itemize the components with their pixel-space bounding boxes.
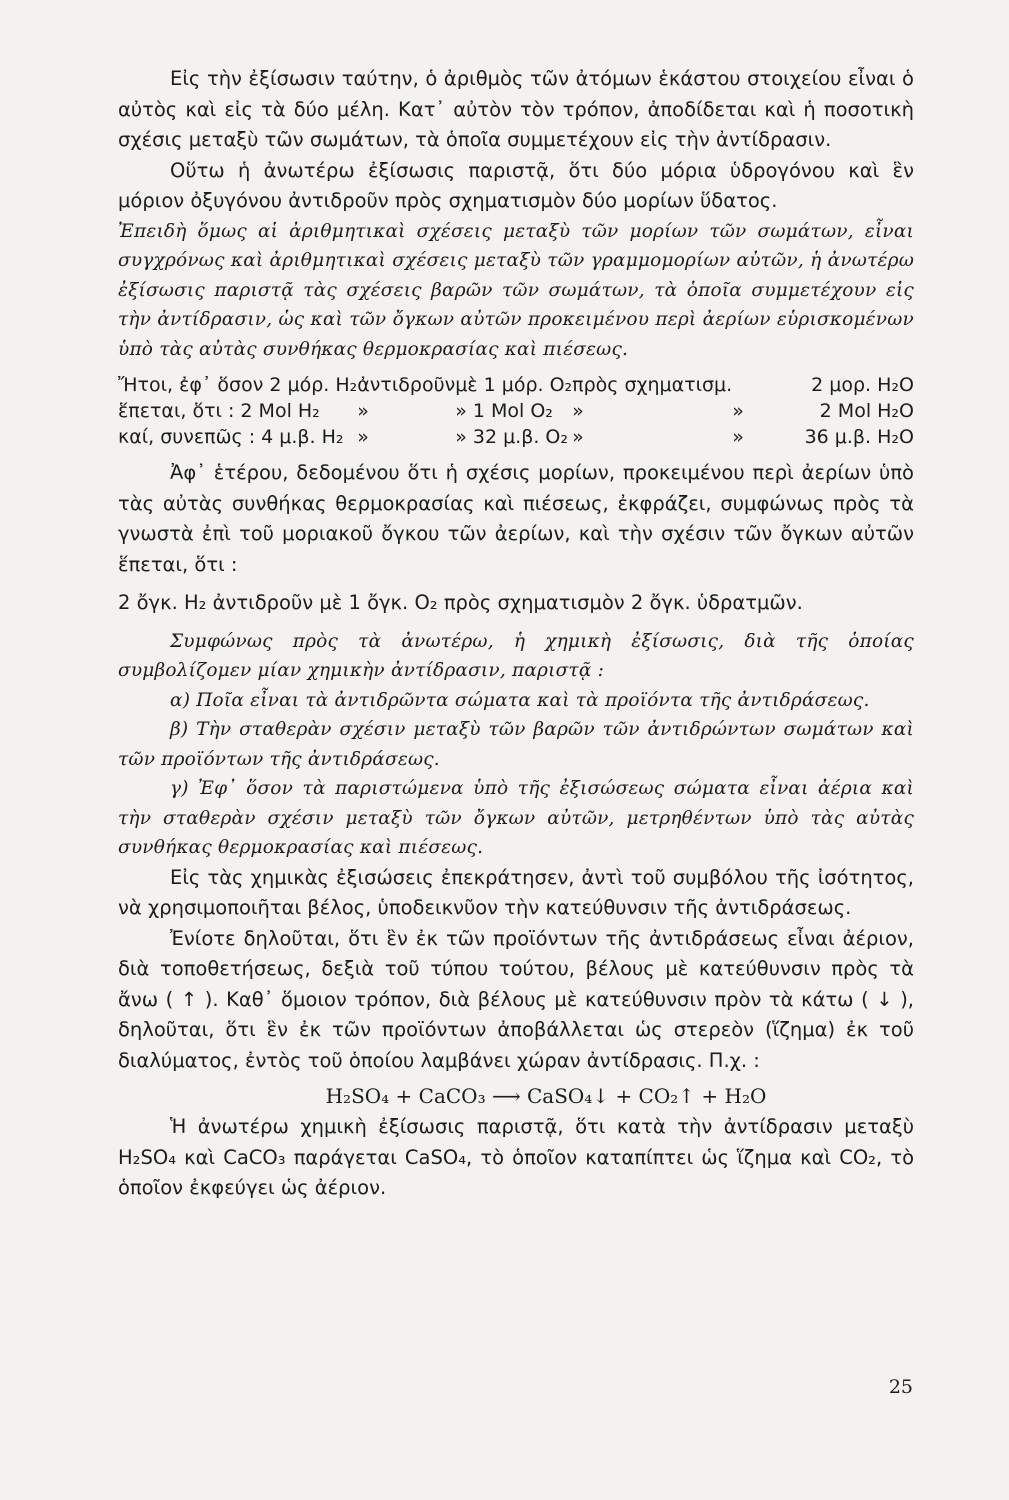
stoichiometry-table bbox=[118, 372, 914, 450]
table-cell: πρὸς σχηματισμ. bbox=[572, 374, 733, 396]
table-cell: » bbox=[732, 426, 744, 448]
table-cell: καί, συνεπῶς : 4 μ.β. H₂ bbox=[118, 426, 344, 448]
table-cell: μὲ 1 μόρ. O₂ bbox=[455, 374, 573, 396]
summary-list bbox=[118, 686, 914, 863]
paragraph-equation-explanation: Ἡ ἀνωτέρω χημικὴ ἐξίσωσις παριστᾷ, ὅτι κατὰ τὴν ἀντίδρασιν μεταξὺ H₂SO₄ καὶ CaCO₃ παράγεται CaSO₄, τὸ ὁποῖον καταπίπτει ὡς ἵζημα καὶ CO₂, τὸ ὁποῖον ἐκφεύγει ὡς ἀέριον. bbox=[118, 1115, 914, 1199]
volume-equation-line: 2 ὄγκ. H₂ ἀντιδροῦν μὲ 1 ὄγκ. O₂ πρὸς σχηματισμὸν 2 ὄγκ. ὑδρατμῶν. bbox=[118, 591, 803, 614]
table-cell: » bbox=[732, 400, 744, 422]
summary-intro: Συμφώνως πρὸς τὰ ἀνωτέρω, ἡ χημικὴ ἐξίσωσις, διὰ τῆς ὁποίας συμβολίζομεν μίαν χημικὴν ἀντίδρασιν, παριστᾷ : bbox=[118, 630, 914, 681]
table-cell: Ἤτοι, ἐφ᾽ ὅσον 2 μόρ. H₂ bbox=[118, 374, 358, 396]
table-cell: ἀντιδροῦν bbox=[357, 374, 456, 396]
paragraph-numeric-relations: Ἐπειδὴ ὅμως αἱ ἀριθμητικαὶ σχέσεις μεταξὺ τῶν μορίων τῶν σωμάτων, εἶναι συγχρόνως καὶ ἀριθμητικαὶ σχέσεις μεταξὺ τῶν γραμμομορίων αὐτῶν, ἡ ἀνωτέρω ἐξίσωσις παριστᾷ τὰς σχέσεις βαρῶν τῶν σωμάτων, τὰ ὁποῖα συμμετέχουν εἰς τὴν ἀντίδρασιν, ὡς καὶ τῶν ὄγκων αὐτῶν προκειμένου περὶ ἀερίων εὑρισκομένων ὑπὸ τὰς αὐτὰς συνθήκας θερμοκρασίας καὶ πιέσεως. bbox=[118, 220, 914, 360]
list-item: γ) Ἐφ᾽ ὅσον τὰ παριστώμενα ὑπὸ τῆς ἐξισώσεως σώματα εἶναι ἀέρια καὶ τὴν σταθερὰν σχέσιν μεταξὺ τῶν ὄγκων αὐτῶν, μετρηθέντων ὑπὸ τὰς αὐτὰς συνθήκας θερμοκρασίας καὶ πιέσεως. bbox=[118, 778, 914, 858]
page-body bbox=[118, 64, 914, 1204]
table-row bbox=[118, 372, 914, 398]
table-cell: » 1 Mol O₂ bbox=[455, 400, 553, 422]
table-cell: ἕπεται, ὅτι : 2 Mol H₂ bbox=[118, 400, 320, 422]
table-cell: » bbox=[357, 426, 369, 448]
paragraph-volume-relation: Ἀφ᾽ ἑτέρου, δεδομένου ὅτι ἡ σχέσις μορίων, προκειμένου περὶ ἀερίων ὑπὸ τὰς αὐτὰς συνθήκας θερμοκρασίας καὶ πιέσεως, ἐκφράζει, συμφώνως πρὸς τὰ γνωστὰ ἐπὶ τοῦ μοριακοῦ ὄγκου τῶν ἀερίων, καὶ τὴν σχέσιν τῶν ὄγκων αὐτῶν ἕπεται, ὅτι : bbox=[118, 461, 914, 576]
paragraph-gas-precipitate: Ἐνίοτε δηλοῦται, ὅτι ἓν ἐκ τῶν προϊόντων τῆς ἀντιδράσεως εἶναι ἀέριον, διὰ τοποθετήσεως, δεξιὰ τοῦ τύπου τούτου, βέλους μὲ κατεύθυνσιν πρὸς τὰ ἄνω ( ↑ ). Καθ᾽ ὅμοιον τρόπον, διὰ βέλους μὲ κατεύθυνσιν πρὸν τὰ κάτω ( ↓ ), δηλοῦται, ὅτι ἓν ἐκ τῶν προϊόντων ἀποβάλλεται ὡς στερεὸν (ἵζημα) ἐκ τοῦ διαλύματος, ἐντὸς τοῦ ὁποίου λαμβάνει χώραν ἀντίδρασις. Π.χ. : bbox=[118, 926, 914, 1072]
table-cell: » bbox=[357, 400, 369, 422]
table-cell: » 32 μ.β. O₂ bbox=[455, 426, 568, 448]
table-cell: 2 Mol H₂O bbox=[819, 400, 914, 422]
table-cell: » bbox=[572, 426, 584, 448]
table-cell: » bbox=[572, 400, 584, 422]
table-cell bbox=[732, 372, 804, 398]
paragraph-equation-balance: Εἰς τὴν ἐξίσωσιν ταύτην, ὁ ἀριθμὸς τῶν ἀτόμων ἑκάστου στοιχείου εἶναι ὁ αὐτὸς καὶ εἰς τὰ δύο μέλη. Κατ᾽ αὐτὸν τὸν τρόπον, ἀποδίδεται καὶ ἡ ποσοτικὴ σχέσις μεταξὺ τῶν σωμάτων, τὰ ὁποῖα συμμετέχουν εἰς τὴν ἀντίδρασιν. bbox=[118, 67, 914, 151]
list-item: α) Ποῖα εἶναι τὰ ἀντιδρῶντα σώματα καὶ τὰ προϊόντα τῆς ἀντιδράσεως. bbox=[170, 689, 870, 711]
table-row bbox=[118, 398, 914, 424]
table-cell: 2 μορ. H₂O bbox=[811, 374, 914, 396]
paragraph-equation-meaning: Οὕτω ἡ ἀνωτέρω ἐξίσωσις παριστᾷ, ὅτι δύο μόρια ὑδρογόνου καὶ ἓν μόριον ὀξυγόνου ἀντιδροῦν πρὸς σχηματισμὸν δύο μορίων ὕδατος. bbox=[118, 158, 914, 212]
page-number: 25 bbox=[888, 1376, 913, 1398]
table-row bbox=[118, 424, 914, 450]
list-item: β) Τὴν σταθερὰν σχέσιν μεταξὺ τῶν βαρῶν τῶν ἀντιδρώντων σωμάτων καὶ τῶν προϊόντων τῆς ἀντιδράσεως. bbox=[118, 719, 914, 770]
table-cell: 36 μ.β. H₂O bbox=[804, 426, 914, 448]
paragraph-arrow-notation: Εἰς τὰς χημικὰς ἐξισώσεις ἐπεκράτησεν, ἀντὶ τοῦ συμβόλου τῆς ἰσότητος, νὰ χρησιμοποιῆται βέλος, ὑποδεικνῦον τὴν κατεύθυνσιν τῆς ἀντιδράσεως. bbox=[118, 865, 914, 919]
reaction-equation: H₂SO₄ + CaCO₃ ⟶ CaSO₄↓ + CO₂↑ + H₂O bbox=[325, 1084, 767, 1108]
